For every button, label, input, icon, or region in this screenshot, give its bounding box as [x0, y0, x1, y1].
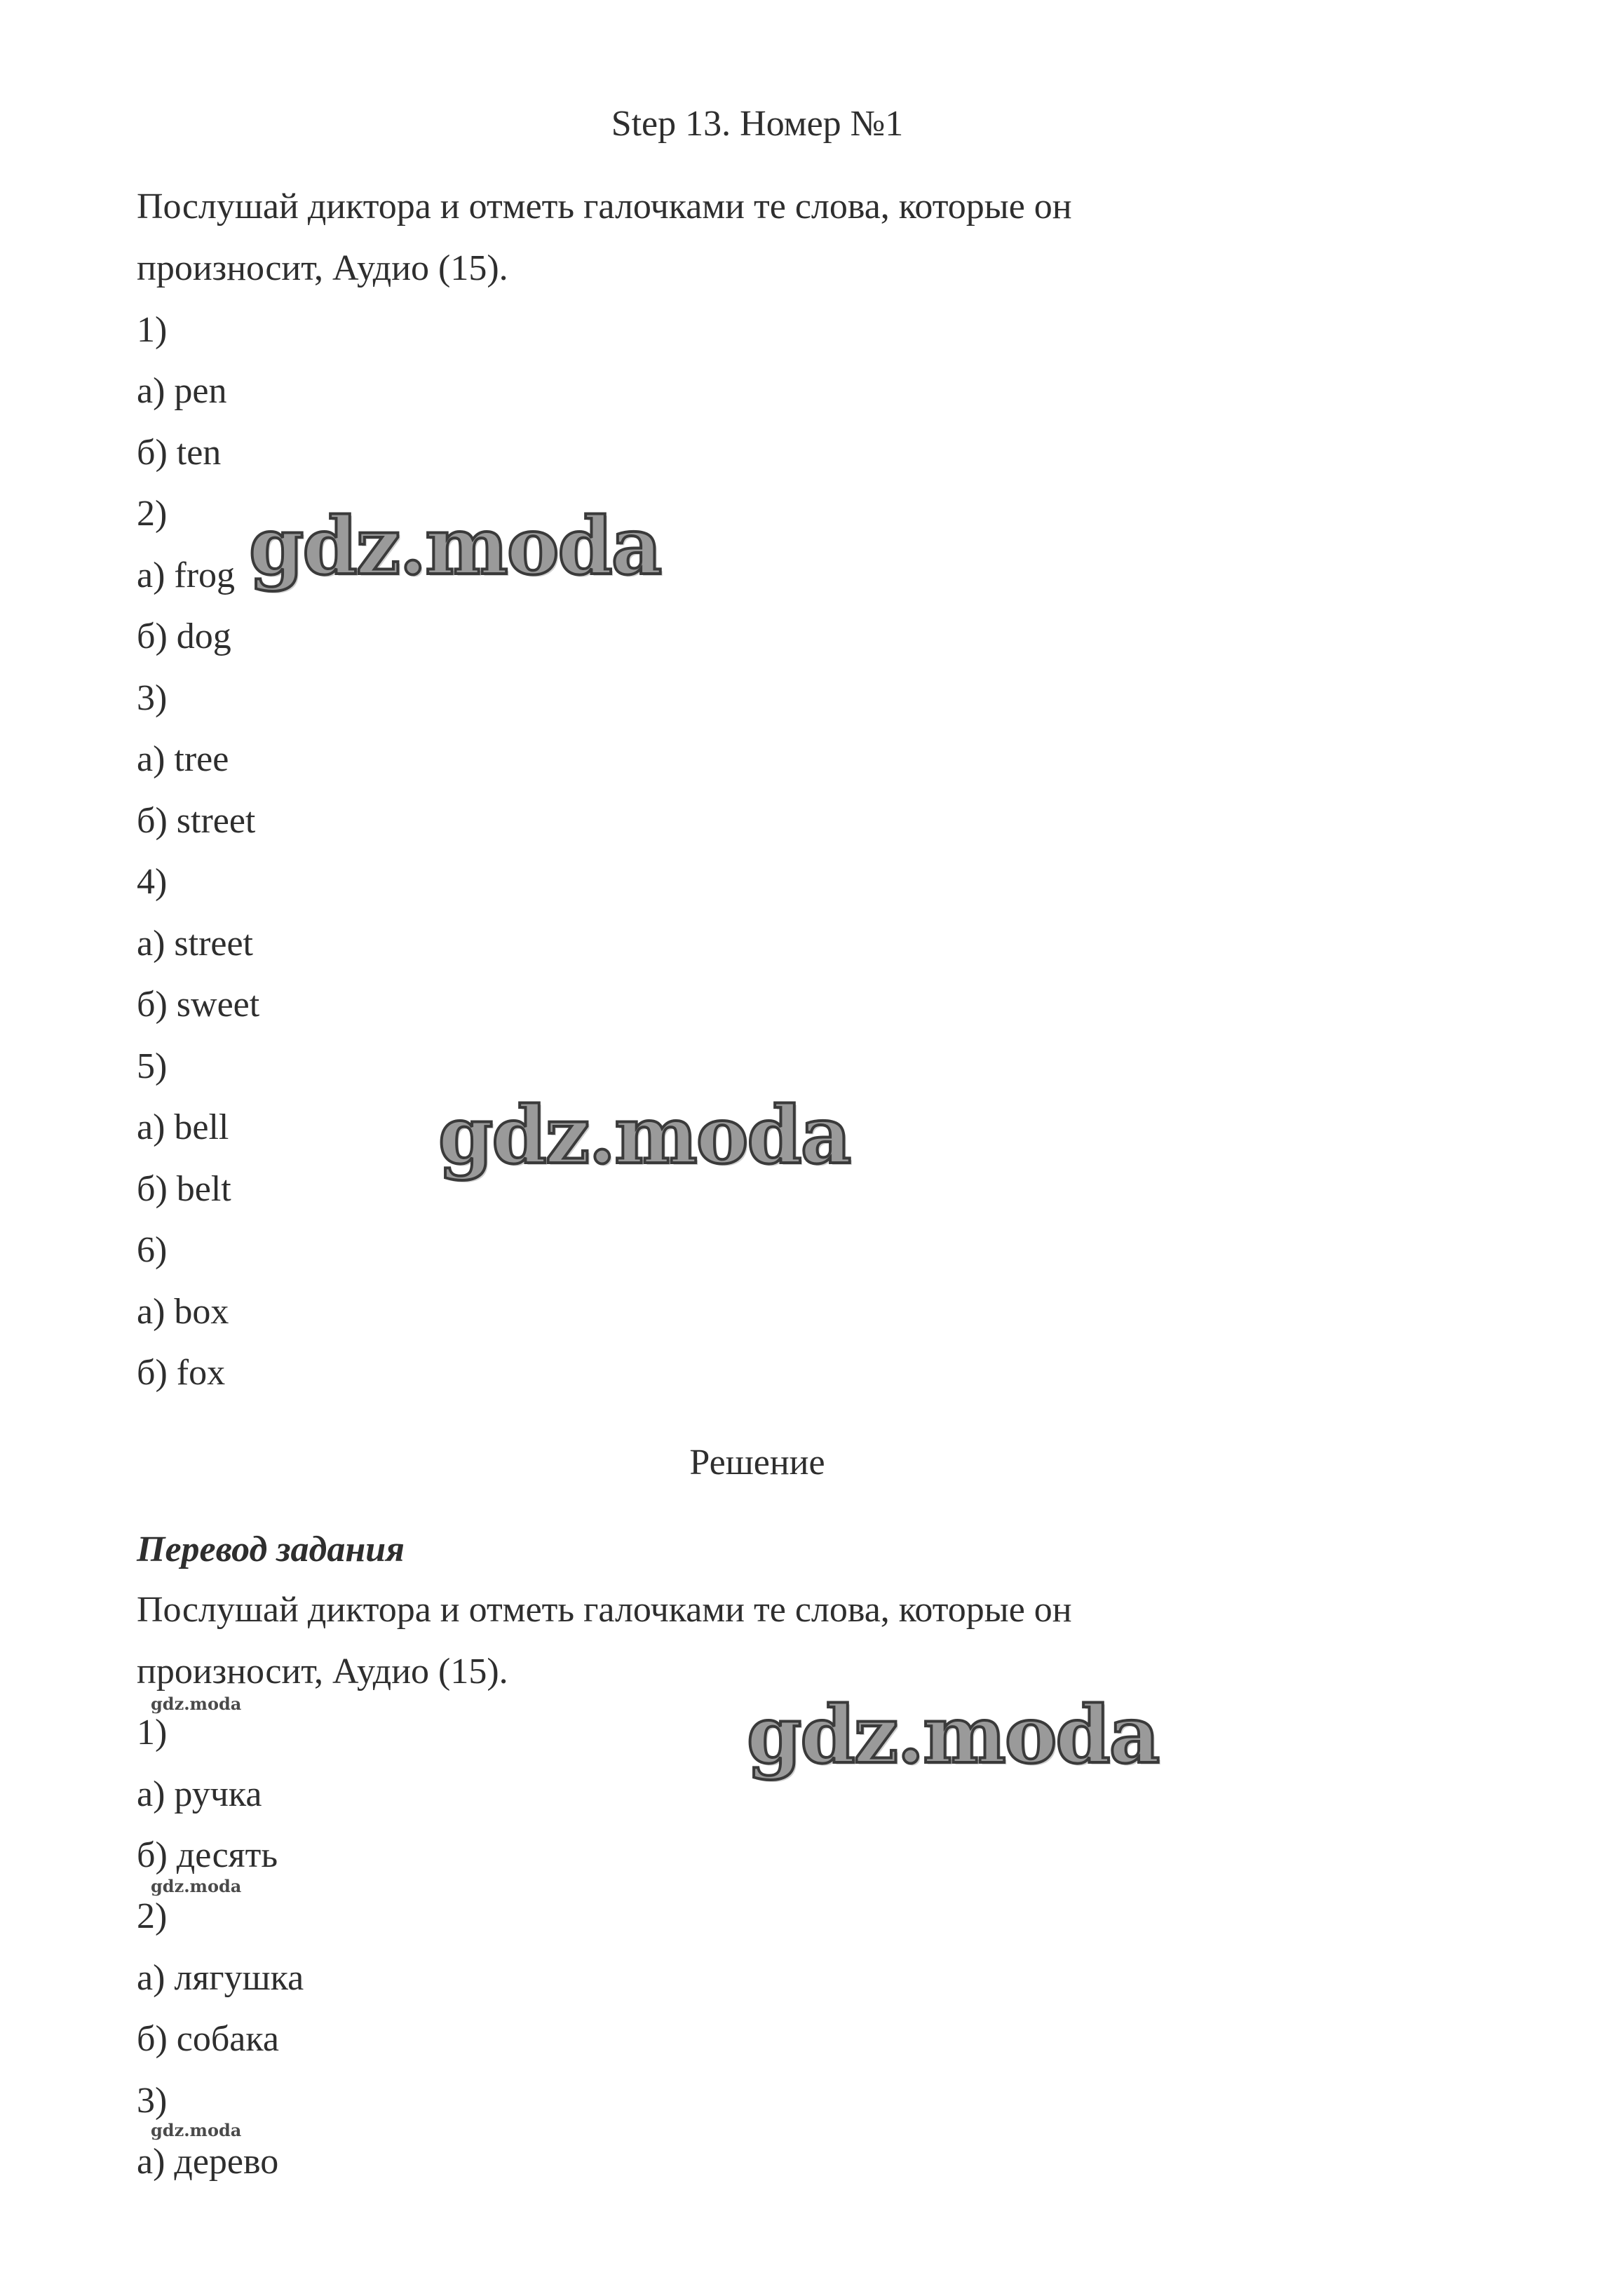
task-text-line-2: произносит, Аудио (15). — [137, 248, 508, 288]
task-item-option-b: б) street — [137, 801, 256, 841]
task-item-option-a: а) frog — [137, 555, 236, 595]
watermark-logo: gdz.moda — [249, 501, 661, 593]
watermark-small: gdz.moda — [151, 2120, 242, 2140]
task-item-option-b: б) sweet — [137, 985, 260, 1025]
task-item-option-a: а) street — [137, 924, 254, 964]
translation-text-line-2: произносит, Аудио (15). — [137, 1652, 508, 1691]
watermark-logo: gdz.moda — [438, 1090, 851, 1182]
task-item-number: 4) — [137, 862, 168, 902]
task-item-number: 6) — [137, 1230, 168, 1270]
task-item-option-b: б) ten — [137, 433, 222, 473]
task-item-option-a: а) pen — [137, 371, 227, 411]
task-item-option-a: а) bell — [137, 1107, 229, 1147]
translation-item-option-a: а) ручка — [137, 1774, 262, 1814]
task-item-number: 3) — [137, 678, 168, 718]
translation-item-option-a: а) лягушка — [137, 1958, 304, 1998]
translation-item-number: 2) — [137, 1896, 168, 1936]
task-item-option-a: а) tree — [137, 739, 229, 779]
task-item-number: 2) — [137, 494, 168, 534]
task-item-option-b: б) belt — [137, 1169, 231, 1209]
translation-item-number: 1) — [137, 1713, 168, 1753]
task-item-option-a: а) box — [137, 1292, 229, 1332]
task-text-line-1: Послушай диктора и отметь галочками те слова, которые он — [137, 187, 1072, 227]
translation-heading: Перевод задания — [137, 1529, 405, 1569]
translation-text-line-1: Послушай диктора и отметь галочками те слова, которые он — [137, 1590, 1072, 1630]
page-title: Step 13. Номер №1 — [611, 104, 904, 144]
task-item-number: 1) — [137, 310, 168, 350]
translation-item-option-b: б) десять — [137, 1835, 278, 1875]
watermark-small: gdz.moda — [151, 1694, 242, 1714]
watermark-small: gdz.moda — [151, 1876, 242, 1896]
task-item-number: 5) — [137, 1046, 168, 1086]
task-item-option-b: б) dog — [137, 616, 231, 656]
watermark-logo: gdz.moda — [747, 1689, 1159, 1781]
translation-item-number: 3) — [137, 2081, 168, 2121]
translation-item-option-a: а) дерево — [137, 2142, 279, 2182]
solution-heading: Решение — [689, 1443, 825, 1483]
translation-item-option-b: б) собака — [137, 2019, 279, 2059]
task-item-option-b: б) fox — [137, 1353, 226, 1393]
